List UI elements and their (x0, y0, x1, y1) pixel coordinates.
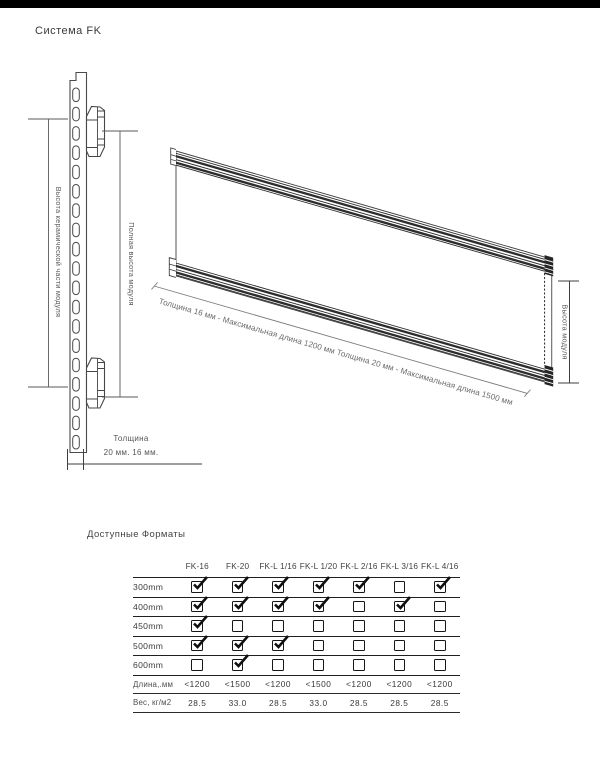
profile-slot (73, 320, 80, 334)
format-cell (258, 617, 298, 637)
checkbox-checked-icon (434, 581, 446, 593)
format-cell: 33.0 (228, 697, 247, 708)
format-cell (339, 636, 379, 656)
format-cell (258, 578, 298, 598)
profile-slot (73, 127, 80, 141)
checkbox-checked-icon (313, 581, 325, 593)
format-cell (379, 656, 419, 676)
format-cell (420, 617, 460, 637)
formats-table-wrap (133, 551, 460, 713)
checkbox-unchecked-icon (434, 659, 446, 671)
checkbox-checked-icon (313, 601, 325, 613)
mounting-clip-top (87, 107, 105, 157)
checkbox-unchecked-icon (434, 640, 446, 652)
format-cell (217, 617, 257, 637)
formats-header-row (133, 551, 460, 578)
format-cell: 28.5 (188, 697, 207, 708)
checkbox-checked-icon (272, 601, 284, 613)
table-row (133, 636, 460, 656)
diagonal-dimension-note: Толщина 16 мм - Максимальная длина 1200 мм Толщина 20 мм - Максимальная длина 1500 мм (157, 296, 514, 408)
table-row (133, 597, 460, 617)
format-cell (177, 636, 217, 656)
checkbox-unchecked-icon (394, 620, 406, 632)
profile-slot (73, 204, 80, 218)
checkbox-checked-icon (232, 659, 244, 671)
format-cell (379, 636, 419, 656)
format-cell: <1500 (305, 679, 332, 690)
format-cell (298, 578, 338, 598)
format-cell (258, 656, 298, 676)
format-cell: <1500 (224, 679, 251, 690)
format-cell (177, 597, 217, 617)
checkbox-checked-icon (272, 640, 284, 652)
format-column-header: FK-20 (226, 562, 250, 572)
format-cell: 28.5 (390, 697, 409, 708)
format-cell (298, 636, 338, 656)
format-cell (298, 597, 338, 617)
format-cell (217, 656, 257, 676)
format-cell: <1200 (386, 679, 413, 690)
checkbox-checked-icon (272, 581, 284, 593)
format-cell (379, 578, 419, 598)
checkbox-unchecked-icon (232, 620, 244, 632)
format-cell (379, 597, 419, 617)
format-column-header: FK-L 4/16 (421, 562, 459, 572)
profile-slot (73, 378, 80, 392)
row-label: Вес, кг/м2 (133, 698, 172, 708)
checkbox-unchecked-icon (353, 620, 365, 632)
checkbox-checked-icon (353, 581, 365, 593)
checkbox-unchecked-icon (434, 601, 446, 613)
checkbox-unchecked-icon (394, 659, 406, 671)
format-cell (258, 597, 298, 617)
format-cell: 33.0 (309, 697, 328, 708)
format-cell (379, 617, 419, 637)
mounting-clip-bottom (87, 358, 105, 408)
format-cell (217, 578, 257, 598)
format-column-header: FK-L 1/20 (299, 562, 338, 572)
row-label: 500mm (133, 640, 164, 651)
checkbox-checked-icon (191, 640, 203, 652)
profile-slot (73, 416, 80, 430)
checkbox-unchecked-icon (313, 620, 325, 632)
checkbox-unchecked-icon (394, 640, 406, 652)
format-cell: <1200 (426, 679, 453, 690)
format-cell (339, 656, 379, 676)
corner-cell (133, 551, 177, 578)
format-column-header: FK-16 (185, 562, 209, 572)
profile-slot (73, 146, 80, 160)
format-cell (177, 578, 217, 598)
checkbox-checked-icon (191, 601, 203, 613)
profile-slot (73, 262, 80, 276)
profile-slot (73, 281, 80, 295)
checkbox-checked-icon (232, 640, 244, 652)
thickness-label: Толщина (113, 434, 149, 443)
checkbox-unchecked-icon (434, 620, 446, 632)
format-cell (217, 636, 257, 656)
format-cell (217, 597, 257, 617)
module-height-dimension (558, 281, 579, 383)
formats-table (133, 551, 460, 713)
profile-slot (73, 165, 80, 179)
checkbox-unchecked-icon (353, 601, 365, 613)
format-cell: 28.5 (269, 697, 288, 708)
profile-slot (73, 435, 80, 449)
profile-slot (73, 223, 80, 237)
format-cell (339, 578, 379, 598)
panel-3d-drawing (169, 147, 553, 386)
row-label: 300mm (133, 582, 164, 593)
format-cell: <1200 (265, 679, 291, 690)
format-cell (339, 617, 379, 637)
checkbox-unchecked-icon (313, 640, 325, 652)
checkbox-checked-icon (232, 581, 244, 593)
row-label: Длина,.мм (133, 679, 174, 689)
profile-slot (73, 397, 80, 411)
profile-slot (73, 300, 80, 314)
checkbox-unchecked-icon (394, 581, 406, 593)
format-cell (420, 656, 460, 676)
format-column-header: FK-L 2/16 (340, 562, 378, 572)
profile-slot (73, 242, 80, 256)
checkbox-unchecked-icon (313, 659, 325, 671)
thickness-value: 20 мм. 16 мм. (103, 448, 159, 457)
format-cell (420, 636, 460, 656)
format-cell (177, 617, 217, 637)
format-column-header: FK-L 1/16 (259, 562, 297, 572)
checkbox-checked-icon (232, 601, 244, 613)
formats-title: Доступные Форматы (87, 529, 186, 540)
format-cell: <1200 (346, 679, 372, 690)
format-cell (177, 656, 217, 676)
format-column-header: FK-L 3/16 (380, 562, 419, 572)
table-row (133, 578, 460, 598)
checkbox-checked-icon (191, 581, 203, 593)
checkbox-unchecked-icon (272, 659, 284, 671)
module-height-label: Высота модуля (560, 304, 570, 360)
row-label: 450mm (133, 621, 164, 632)
table-row (133, 675, 460, 694)
format-cell (298, 617, 338, 637)
page-title: Система FK (35, 25, 102, 37)
checkbox-unchecked-icon (353, 640, 365, 652)
profile-slot (73, 107, 80, 121)
format-cell: <1200 (184, 679, 211, 690)
table-row (133, 617, 460, 637)
profile-slot (73, 88, 80, 102)
format-cell (420, 597, 460, 617)
row-label: 600mm (133, 660, 164, 671)
format-cell (298, 656, 338, 676)
format-cell (339, 597, 379, 617)
table-row (133, 656, 460, 676)
checkbox-checked-icon (394, 601, 406, 613)
checkbox-unchecked-icon (353, 659, 365, 671)
full-height-label: Полная высота модуля (127, 222, 136, 306)
format-cell: 28.5 (349, 697, 368, 708)
profile-slot (73, 358, 80, 372)
profile-slot (73, 339, 80, 353)
row-label: 400mm (133, 601, 164, 612)
format-cell: 28.5 (430, 697, 449, 708)
ceramic-height-label: Высота керамической части модуля (54, 186, 63, 318)
format-cell (420, 578, 460, 598)
checkbox-checked-icon (191, 620, 203, 632)
profile-slot (73, 185, 80, 199)
panel-left-end-steps (169, 148, 176, 278)
table-row (133, 694, 460, 713)
panel-body (176, 151, 552, 384)
checkbox-unchecked-icon (272, 620, 284, 632)
format-cell (258, 636, 298, 656)
checkbox-unchecked-icon (191, 659, 203, 671)
